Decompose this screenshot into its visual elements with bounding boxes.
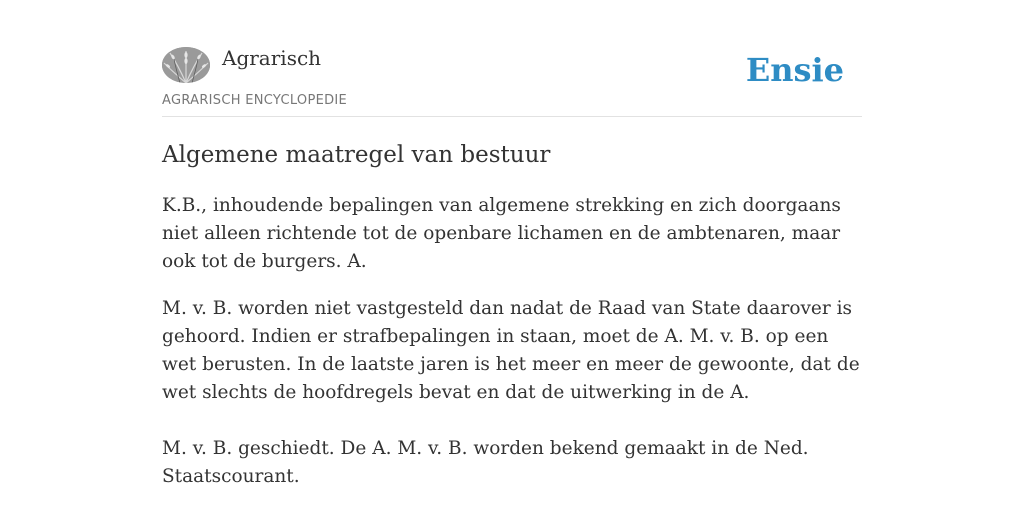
site-subtitle: AGRARISCH ENCYCLOPEDIE: [162, 93, 348, 108]
article-paragraph-1: K.B., inhoudende bepalingen van algemene strekking en zich doorgaans niet alleen richtende tot de openbare lichamen en de ambtenaren, maar ook tot de burgers. A.: [162, 195, 841, 272]
article-paragraph-2: M. v. B. worden niet vastgesteld dan nadat de Raad van State daarover is gehoord. Indien er strafbepalingen in staan, moet de A. M. v. B. op een wet berusten. In de laatste jaren is het meer en meer de gewoonte, dat de wet slechts de hoofdregels bevat en dat de uitwerking in de A.: [162, 298, 860, 403]
header: [162, 44, 862, 117]
brand-logo[interactable]: Ensie: [745, 51, 844, 89]
article-paragraph-3: M. v. B. geschiedt. De A. M. v. B. worden bekend gemaakt in de Ned. Staatscourant.: [162, 438, 809, 487]
site-name[interactable]: Agrarisch: [222, 46, 322, 70]
article-title: Algemene maatregel van bestuur: [162, 142, 551, 168]
wheat-logo-icon[interactable]: [162, 47, 210, 83]
